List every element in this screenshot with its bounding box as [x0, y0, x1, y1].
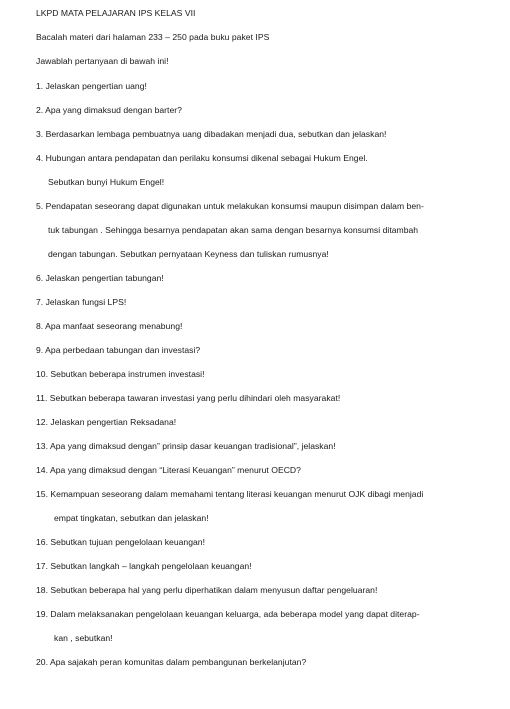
question-19-continuation: kan , sebutkan!	[54, 633, 113, 643]
question-10: 10. Sebutkan beberapa instrumen investasi!	[36, 369, 205, 379]
question-12: 12. Jelaskan pengertian Reksadana!	[36, 417, 177, 427]
question-5-continuation: dengan tabungan. Sebutkan pernyataan Keyness dan tuliskan rumusnya!	[48, 249, 329, 259]
question-11: 11. Sebutkan beberapa tawaran investasi yang perlu dihindari oleh masyarakat!	[36, 393, 341, 403]
question-5-continuation: tuk tabungan . Sehingga besarnya pendapatan akan sama dengan besarnya konsumsi ditambah	[48, 225, 419, 235]
question-18: 18. Sebutkan beberapa hal yang perlu diperhatikan dalam menyusun daftar pengeluaran!	[36, 585, 378, 595]
question-5: 5. Pendapatan seseorang dapat digunakan untuk melakukan konsumsi maupun disimpan dalam ben-	[36, 201, 424, 211]
question-9: 9. Apa perbedaan tabungan dan investasi?	[36, 345, 201, 355]
question-6: 6. Jelaskan pengertian tabungan!	[36, 273, 164, 283]
question-1: 1. Jelaskan pengertian uang!	[36, 81, 147, 91]
question-8: 8. Apa manfaat seseorang menabung!	[36, 321, 183, 331]
document-title: LKPD MATA PELAJARAN IPS KELAS VII	[36, 8, 196, 18]
question-2: 2. Apa yang dimaksud dengan barter?	[36, 105, 182, 115]
question-4-continuation: Sebutkan bunyi Hukum Engel!	[48, 177, 165, 187]
question-15-continuation: empat tingkatan, sebutkan dan jelaskan!	[54, 513, 209, 523]
question-16: 16. Sebutkan tujuan pengelolaan keuangan!	[36, 537, 206, 547]
question-17: 17. Sebutkan langkah – langkah pengelolaan keuangan!	[36, 561, 252, 571]
question-15: 15. Kemampuan seseorang dalam memahami tentang literasi keuangan menurut OJK dibagi menjadi	[36, 489, 424, 499]
question-3: 3. Berdasarkan lembaga pembuatnya uang dibadakan menjadi dua, sebutkan dan jelaskan!	[36, 129, 387, 139]
question-20: 20. Apa sajakah peran komunitas dalam pembangunan berkelanjutan?	[36, 657, 307, 667]
question-7: 7. Jelaskan fungsi LPS!	[36, 297, 127, 307]
question-4: 4. Hubungan antara pendapatan dan perilaku konsumsi dikenal sebagai Hukum Engel.	[36, 153, 368, 163]
reading-instruction: Bacalah materi dari halaman 233 – 250 pada buku paket IPS	[36, 32, 270, 42]
question-13: 13. Apa yang dimaksud dengan” prinsip dasar keuangan tradisional”, jelaskan!	[36, 441, 336, 451]
question-14: 14. Apa yang dimaksud dengan “Literasi Keuangan” menurut OECD?	[36, 465, 301, 475]
question-19: 19. Dalam melaksanakan pengelolaan keuangan keluarga, ada beberapa model yang dapat diterap-	[36, 609, 420, 619]
answer-prompt: Jawablah pertanyaan di bawah ini!	[36, 56, 169, 66]
